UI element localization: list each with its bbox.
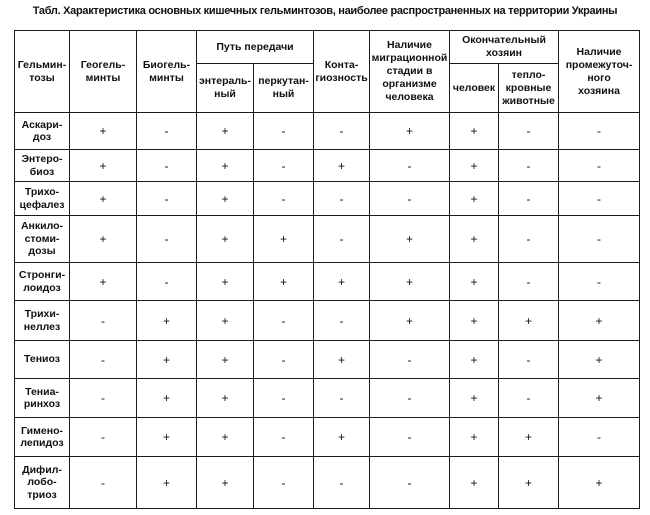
cell-warm-blooded-animals: - [499,216,559,263]
table-row [15,263,640,301]
cell-geohelminths: - [70,341,137,379]
cell-migration-stage: - [370,182,450,216]
cell-intermediate-host: - [559,263,640,301]
table-row [15,457,640,509]
cell-intermediate-host: - [559,113,640,150]
cell-biohelminths: - [137,182,197,216]
cell-intermediate-host: + [559,301,640,341]
cell-human: + [450,263,499,301]
cell-percutaneous: - [254,457,314,509]
header-transmission-route: Путь передачи [197,31,314,64]
row-helminthosis-name: Трихо- цефалез [15,182,70,216]
cell-geohelminths: - [70,457,137,509]
cell-enteral: + [197,216,254,263]
cell-intermediate-host: + [559,341,640,379]
cell-human: + [450,418,499,457]
cell-percutaneous: + [254,216,314,263]
cell-contagiousness: - [314,113,370,150]
cell-warm-blooded-animals: - [499,379,559,418]
cell-migration-stage: - [370,341,450,379]
cell-percutaneous: - [254,113,314,150]
header-enteral: энтераль- ный [197,64,254,113]
cell-human: + [450,301,499,341]
table-body [15,113,640,509]
cell-warm-blooded-animals: - [499,263,559,301]
cell-percutaneous: - [254,150,314,182]
row-helminthosis-name: Гимено- лепидоз [15,418,70,457]
row-helminthosis-name: Дифил- лобо- триоз [15,457,70,509]
table-row [15,150,640,182]
header-helminthoses: Гельмин- тозы [15,31,70,113]
cell-contagiousness: + [314,341,370,379]
cell-human: + [450,457,499,509]
header-biohelminths: Биогель- минты [137,31,197,113]
table-row [15,418,640,457]
cell-intermediate-host: - [559,216,640,263]
cell-biohelminths: - [137,113,197,150]
cell-intermediate-host: - [559,418,640,457]
cell-human: + [450,182,499,216]
cell-percutaneous: - [254,341,314,379]
cell-geohelminths: - [70,301,137,341]
cell-contagiousness: + [314,418,370,457]
cell-migration-stage: + [370,113,450,150]
table-row [15,341,640,379]
cell-warm-blooded-animals: - [499,341,559,379]
cell-human: + [450,216,499,263]
header-intermediate-host: Наличие промежуточ- ного хозяина [559,31,640,113]
table-caption: Табл. Характеристика основных кишечных гельминтозов, наиболее распространенных на территории Украины [32,5,618,17]
cell-intermediate-host: + [559,379,640,418]
cell-percutaneous: - [254,379,314,418]
cell-human: + [450,150,499,182]
cell-geohelminths: - [70,418,137,457]
cell-human: + [450,341,499,379]
cell-percutaneous: - [254,418,314,457]
cell-migration-stage: - [370,379,450,418]
cell-geohelminths: + [70,113,137,150]
header-human: человек [450,64,499,113]
cell-biohelminths: + [137,379,197,418]
cell-human: + [450,379,499,418]
cell-biohelminths: - [137,263,197,301]
cell-enteral: + [197,182,254,216]
cell-migration-stage: + [370,301,450,341]
cell-percutaneous: - [254,182,314,216]
header-contagiousness: Конта- гиозность [314,31,370,113]
cell-biohelminths: + [137,341,197,379]
table-row [15,182,640,216]
header-migration-stage: Наличие миграционной стадии в организме человека [370,31,450,113]
cell-percutaneous: + [254,263,314,301]
cell-warm-blooded-animals: - [499,113,559,150]
cell-intermediate-host: - [559,182,640,216]
cell-enteral: + [197,418,254,457]
cell-migration-stage: + [370,216,450,263]
cell-geohelminths: - [70,379,137,418]
row-helminthosis-name: Анкило- стоми- дозы [15,216,70,263]
cell-geohelminths: + [70,150,137,182]
cell-intermediate-host: - [559,150,640,182]
cell-biohelminths: + [137,457,197,509]
cell-warm-blooded-animals: + [499,418,559,457]
row-helminthosis-name: Тениоз [15,341,70,379]
cell-contagiousness: - [314,182,370,216]
cell-biohelminths: + [137,301,197,341]
cell-warm-blooded-animals: + [499,301,559,341]
helminthoses-table [14,30,640,509]
row-helminthosis-name: Стронги- лоидоз [15,263,70,301]
cell-contagiousness: - [314,216,370,263]
cell-percutaneous: - [254,301,314,341]
row-helminthosis-name: Энтеро- биоз [15,150,70,182]
cell-migration-stage: + [370,263,450,301]
header-warm-blooded-animals: тепло- кровные животные [499,64,559,113]
cell-biohelminths: + [137,418,197,457]
cell-contagiousness: + [314,150,370,182]
cell-biohelminths: - [137,216,197,263]
cell-warm-blooded-animals: - [499,150,559,182]
cell-contagiousness: - [314,301,370,341]
cell-contagiousness: - [314,457,370,509]
cell-geohelminths: + [70,216,137,263]
table-row [15,216,640,263]
cell-warm-blooded-animals: + [499,457,559,509]
cell-geohelminths: + [70,182,137,216]
row-helminthosis-name: Тениа- ринхоз [15,379,70,418]
cell-migration-stage: - [370,418,450,457]
cell-geohelminths: + [70,263,137,301]
cell-enteral: + [197,341,254,379]
cell-enteral: + [197,457,254,509]
cell-enteral: + [197,301,254,341]
cell-enteral: + [197,263,254,301]
header-percutaneous: перкутан- ный [254,64,314,113]
cell-intermediate-host: + [559,457,640,509]
cell-warm-blooded-animals: - [499,182,559,216]
table-row [15,113,640,150]
header-geohelminths: Геогель- минты [70,31,137,113]
cell-enteral: + [197,379,254,418]
row-helminthosis-name: Трихи- неллез [15,301,70,341]
header-definitive-host: Окончательный хозяин [450,31,559,64]
cell-migration-stage: - [370,457,450,509]
table-row [15,379,640,418]
row-helminthosis-name: Аскари- доз [15,113,70,150]
cell-contagiousness: - [314,379,370,418]
cell-human: + [450,113,499,150]
cell-contagiousness: + [314,263,370,301]
cell-enteral: + [197,113,254,150]
cell-biohelminths: - [137,150,197,182]
cell-migration-stage: - [370,150,450,182]
table-row [15,301,640,341]
cell-enteral: + [197,150,254,182]
